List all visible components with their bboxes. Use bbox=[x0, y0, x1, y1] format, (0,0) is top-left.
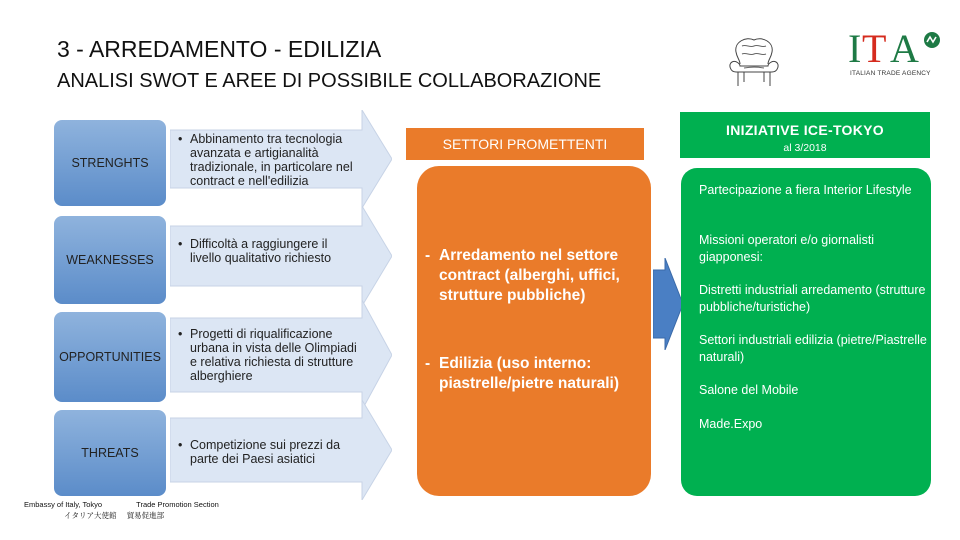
swot-label-text: THREATS bbox=[81, 446, 139, 460]
swot-arrow-strengths bbox=[170, 110, 392, 208]
iniziative-item: Settori industriali edilizia (pietre/Piastrelle naturali) bbox=[699, 333, 927, 364]
iniziative-item: Distretti industriali arredamento (strutture pubbliche/turistiche) bbox=[699, 283, 926, 314]
swot-description: Difficoltà a raggiungere il livello qualitativo richiesto bbox=[190, 237, 332, 265]
swot-label-text: WEAKNESSES bbox=[66, 253, 154, 267]
logo-letter-t: T bbox=[862, 26, 887, 70]
swot-arrow-threats bbox=[170, 400, 392, 500]
swot-label-text: OPPORTUNITIES bbox=[59, 350, 161, 364]
bullet-icon: • bbox=[178, 438, 183, 452]
page-subtitle: ANALISI SWOT E AREE DI POSSIBILE COLLABORAZIONE bbox=[57, 70, 602, 92]
footer-credits bbox=[24, 499, 219, 521]
iniziative-item: Missioni operatori e/o giornalisti giapponesi: bbox=[699, 233, 875, 264]
settori-item bbox=[425, 246, 639, 306]
logo-caption: ITALIAN TRADE AGENCY bbox=[850, 70, 931, 77]
armchair-sketch-image bbox=[724, 34, 784, 99]
swot-label-opportunities bbox=[54, 312, 166, 402]
iniziative-item: Made.Expo bbox=[699, 417, 763, 431]
dash-icon: - bbox=[425, 247, 431, 264]
iniziative-panel bbox=[681, 168, 931, 496]
swot-arrow-weaknesses bbox=[170, 206, 392, 306]
page-title: 3 - ARREDAMENTO - EDILIZIA bbox=[57, 36, 382, 62]
swot-arrow-opportunities bbox=[170, 300, 392, 410]
swot-label-strengths bbox=[54, 120, 166, 206]
dash-icon: - bbox=[425, 355, 431, 372]
swot-label-threats bbox=[54, 410, 166, 496]
logo-letter-a: A bbox=[890, 26, 919, 70]
settori-title: SETTORI PROMETTENTI bbox=[406, 128, 644, 160]
settori-panel bbox=[417, 166, 651, 496]
iniziative-item: Salone del Mobile bbox=[699, 383, 799, 397]
right-arrow-icon bbox=[653, 258, 683, 355]
iniziative-header bbox=[680, 112, 930, 158]
swot-description: Abbinamento tra tecnologia avanzata e artigianalità tradizionale, in particolare nel contract e nell'edilizia bbox=[190, 132, 353, 188]
iniziative-date: al 3/2018 bbox=[783, 142, 827, 154]
swot-description: Progetti di riqualificazione urbana in vista delle Olimpiadi e relativa richiesta di strutture alberghiere bbox=[190, 327, 357, 383]
swot-description: Competizione sui prezzi da parte dei Paesi asiatici bbox=[190, 438, 341, 466]
settori-item-text: Arredamento nel settore contract (alberghi, uffici, strutture pubbliche) bbox=[439, 247, 620, 304]
logo-letter-i: I bbox=[848, 26, 862, 70]
footer-embassy-jp: イタリア大使館 bbox=[64, 511, 117, 520]
settori-item bbox=[425, 354, 639, 394]
bullet-icon: • bbox=[178, 237, 183, 251]
swot-label-text: STRENGHTS bbox=[71, 156, 149, 170]
settori-item-text: Edilizia (uso interno: piastrelle/pietre naturali) bbox=[439, 355, 620, 392]
bullet-icon: • bbox=[178, 327, 183, 341]
footer-embassy: Embassy of Italy, Tokyo bbox=[24, 500, 103, 509]
bullet-icon: • bbox=[178, 132, 183, 146]
iniziative-title: INIZIATIVE ICE-TOKYO bbox=[726, 122, 884, 138]
iniziative-item: Partecipazione a fiera Interior Lifestyle bbox=[699, 183, 912, 197]
footer-section-jp: 貿易促進部 bbox=[126, 511, 165, 520]
footer-section: Trade Promotion Section bbox=[136, 500, 219, 509]
swot-label-weaknesses bbox=[54, 216, 166, 304]
ita-logo bbox=[846, 26, 946, 75]
